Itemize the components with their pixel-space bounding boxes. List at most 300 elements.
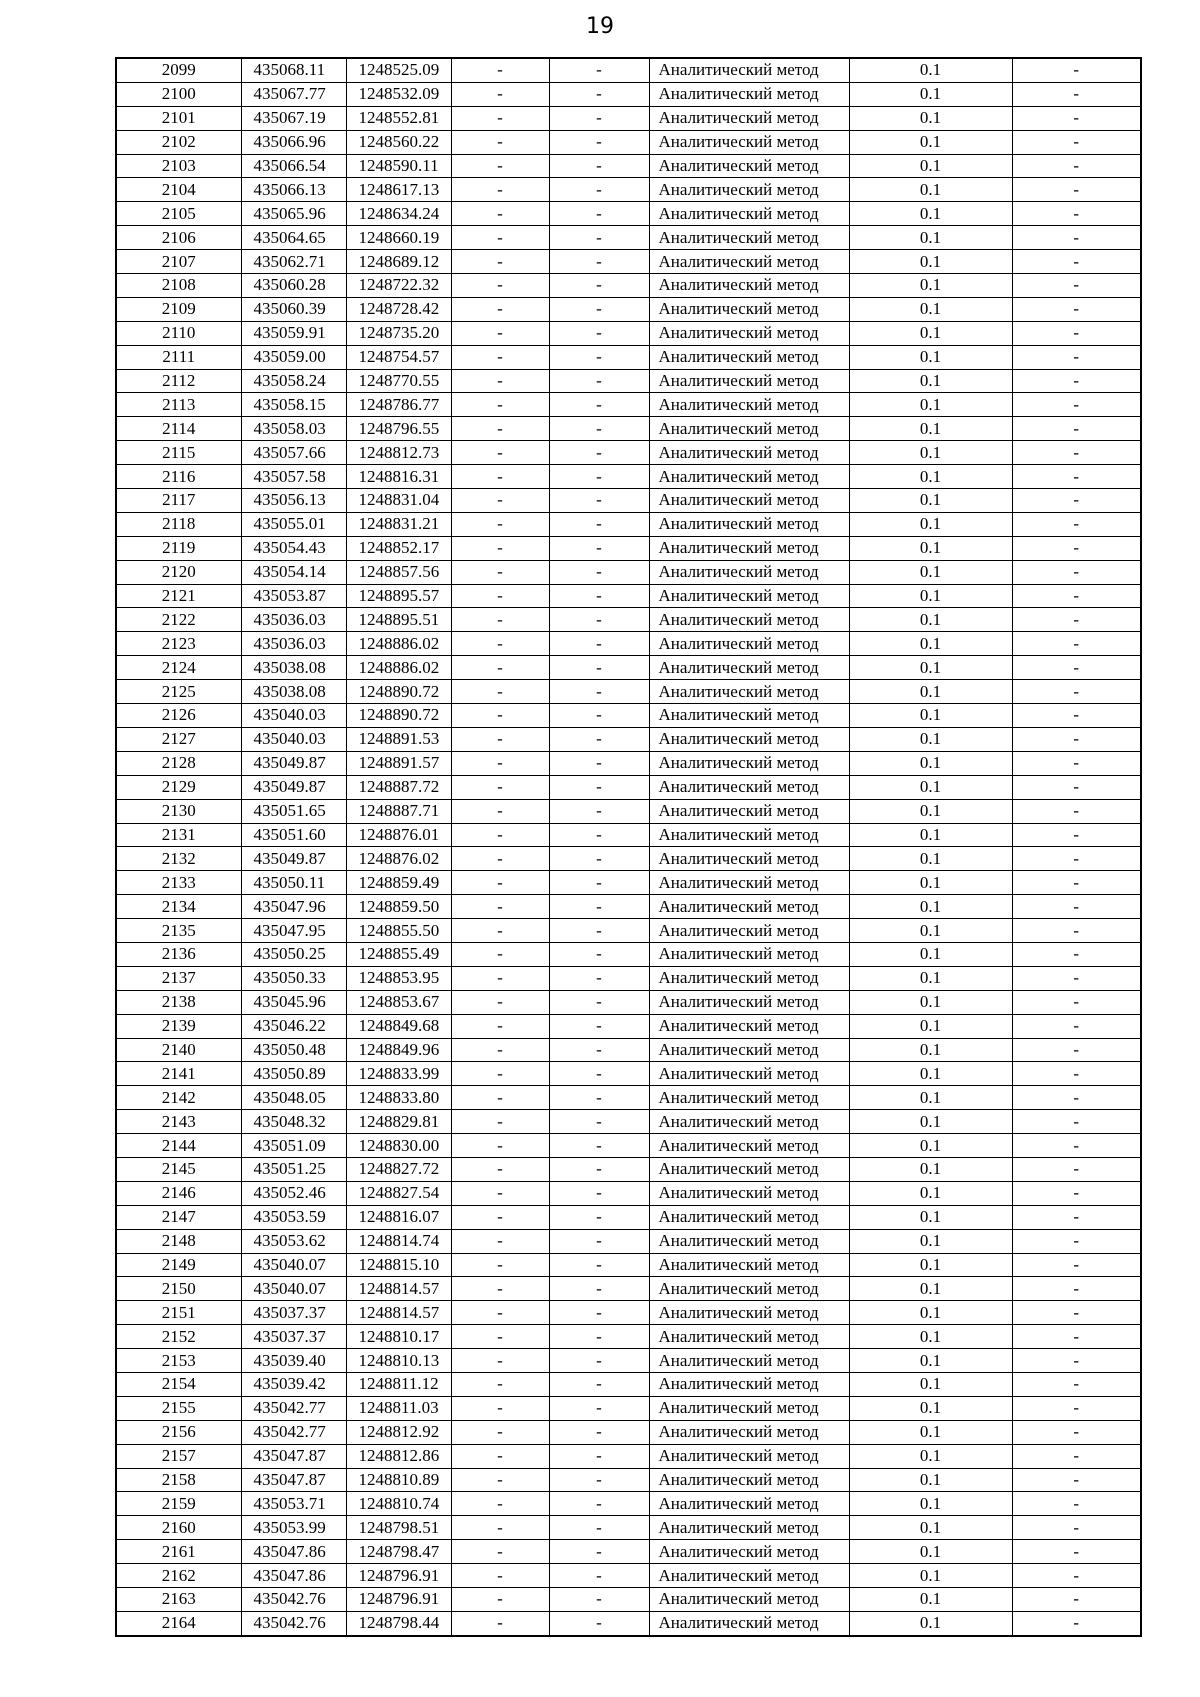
x-coordinate-cell: 435048.32 [241, 1110, 346, 1134]
x-coordinate-cell: 435053.71 [241, 1492, 346, 1516]
point-number-cell: 2108 [116, 274, 241, 298]
x-coordinate-cell: 435047.86 [241, 1540, 346, 1564]
method-cell: Аналитический метод [649, 656, 849, 680]
accuracy-cell: 0.1 [849, 1468, 1012, 1492]
col4-cell: - [451, 1588, 549, 1612]
col4-cell: - [451, 680, 549, 704]
y-coordinate-cell: 1248728.42 [346, 297, 451, 321]
y-coordinate-cell: 1248876.02 [346, 847, 451, 871]
x-coordinate-cell: 435059.00 [241, 345, 346, 369]
table-row [116, 799, 1141, 823]
col5-cell: - [549, 1301, 649, 1325]
point-number-cell: 2118 [116, 512, 241, 536]
table-row [116, 1086, 1141, 1110]
accuracy-cell: 0.1 [849, 154, 1012, 178]
table-row [116, 704, 1141, 728]
table-row [116, 871, 1141, 895]
col4-cell: - [451, 465, 549, 489]
method-cell: Аналитический метод [649, 130, 849, 154]
method-cell: Аналитический метод [649, 1468, 849, 1492]
table-row [116, 560, 1141, 584]
accuracy-cell: 0.1 [849, 1062, 1012, 1086]
accuracy-cell: 0.1 [849, 966, 1012, 990]
table-row [116, 608, 1141, 632]
point-number-cell: 2109 [116, 297, 241, 321]
col4-cell: - [451, 632, 549, 656]
col4-cell: - [451, 1444, 549, 1468]
y-coordinate-cell: 1248722.32 [346, 274, 451, 298]
y-coordinate-cell: 1248887.72 [346, 775, 451, 799]
table-row [116, 441, 1141, 465]
col4-cell: - [451, 106, 549, 130]
point-number-cell: 2102 [116, 130, 241, 154]
col8-cell: - [1012, 536, 1141, 560]
point-number-cell: 2148 [116, 1229, 241, 1253]
point-number-cell: 2152 [116, 1325, 241, 1349]
method-cell: Аналитический метод [649, 1372, 849, 1396]
col4-cell: - [451, 919, 549, 943]
y-coordinate-cell: 1248830.00 [346, 1134, 451, 1158]
method-cell: Аналитический метод [649, 58, 849, 82]
point-number-cell: 2133 [116, 871, 241, 895]
table-row [116, 1516, 1141, 1540]
table-row [116, 1349, 1141, 1373]
method-cell: Аналитический метод [649, 727, 849, 751]
method-cell: Аналитический метод [649, 489, 849, 513]
table-body [116, 58, 1141, 1636]
accuracy-cell: 0.1 [849, 1038, 1012, 1062]
method-cell: Аналитический метод [649, 1564, 849, 1588]
method-cell: Аналитический метод [649, 536, 849, 560]
x-coordinate-cell: 435054.43 [241, 536, 346, 560]
col5-cell: - [549, 393, 649, 417]
col4-cell: - [451, 751, 549, 775]
point-number-cell: 2135 [116, 919, 241, 943]
accuracy-cell: 0.1 [849, 1325, 1012, 1349]
col5-cell: - [549, 608, 649, 632]
col8-cell: - [1012, 1564, 1141, 1588]
col8-cell: - [1012, 297, 1141, 321]
method-cell: Аналитический метод [649, 751, 849, 775]
col8-cell: - [1012, 1229, 1141, 1253]
table-row [116, 680, 1141, 704]
x-coordinate-cell: 435066.13 [241, 178, 346, 202]
col4-cell: - [451, 1611, 549, 1635]
accuracy-cell: 0.1 [849, 226, 1012, 250]
col5-cell: - [549, 441, 649, 465]
table-row [116, 895, 1141, 919]
col8-cell: - [1012, 775, 1141, 799]
accuracy-cell: 0.1 [849, 1372, 1012, 1396]
y-coordinate-cell: 1248634.24 [346, 202, 451, 226]
table-row [116, 1420, 1141, 1444]
table-row [116, 536, 1141, 560]
method-cell: Аналитический метод [649, 1420, 849, 1444]
point-number-cell: 2127 [116, 727, 241, 751]
x-coordinate-cell: 435062.71 [241, 250, 346, 274]
col5-cell: - [549, 1157, 649, 1181]
method-cell: Аналитический метод [649, 1205, 849, 1229]
col4-cell: - [451, 584, 549, 608]
accuracy-cell: 0.1 [849, 512, 1012, 536]
accuracy-cell: 0.1 [849, 751, 1012, 775]
table-row [116, 489, 1141, 513]
point-number-cell: 2140 [116, 1038, 241, 1062]
col4-cell: - [451, 1181, 549, 1205]
x-coordinate-cell: 435068.11 [241, 58, 346, 82]
col8-cell: - [1012, 990, 1141, 1014]
col5-cell: - [549, 321, 649, 345]
x-coordinate-cell: 435057.66 [241, 441, 346, 465]
col8-cell: - [1012, 441, 1141, 465]
y-coordinate-cell: 1248796.55 [346, 417, 451, 441]
col4-cell: - [451, 1492, 549, 1516]
col4-cell: - [451, 1564, 549, 1588]
table-row [116, 1229, 1141, 1253]
y-coordinate-cell: 1248814.57 [346, 1277, 451, 1301]
y-coordinate-cell: 1248735.20 [346, 321, 451, 345]
x-coordinate-cell: 435050.11 [241, 871, 346, 895]
col5-cell: - [549, 751, 649, 775]
x-coordinate-cell: 435050.89 [241, 1062, 346, 1086]
col4-cell: - [451, 250, 549, 274]
col5-cell: - [549, 106, 649, 130]
x-coordinate-cell: 435066.54 [241, 154, 346, 178]
table-row [116, 58, 1141, 82]
method-cell: Аналитический метод [649, 1444, 849, 1468]
col5-cell: - [549, 799, 649, 823]
col4-cell: - [451, 202, 549, 226]
method-cell: Аналитический метод [649, 1277, 849, 1301]
point-number-cell: 2111 [116, 345, 241, 369]
accuracy-cell: 0.1 [849, 584, 1012, 608]
table-row [116, 584, 1141, 608]
y-coordinate-cell: 1248886.02 [346, 632, 451, 656]
method-cell: Аналитический метод [649, 154, 849, 178]
point-number-cell: 2161 [116, 1540, 241, 1564]
point-number-cell: 2157 [116, 1444, 241, 1468]
y-coordinate-cell: 1248849.68 [346, 1014, 451, 1038]
method-cell: Аналитический метод [649, 441, 849, 465]
accuracy-cell: 0.1 [849, 417, 1012, 441]
point-number-cell: 2121 [116, 584, 241, 608]
x-coordinate-cell: 435052.46 [241, 1181, 346, 1205]
method-cell: Аналитический метод [649, 1540, 849, 1564]
method-cell: Аналитический метод [649, 250, 849, 274]
point-number-cell: 2100 [116, 82, 241, 106]
method-cell: Аналитический метод [649, 1301, 849, 1325]
col5-cell: - [549, 1468, 649, 1492]
x-coordinate-cell: 435045.96 [241, 990, 346, 1014]
col5-cell: - [549, 895, 649, 919]
col5-cell: - [549, 512, 649, 536]
point-number-cell: 2139 [116, 1014, 241, 1038]
point-number-cell: 2123 [116, 632, 241, 656]
method-cell: Аналитический метод [649, 1038, 849, 1062]
y-coordinate-cell: 1248827.54 [346, 1181, 451, 1205]
col8-cell: - [1012, 1396, 1141, 1420]
y-coordinate-cell: 1248552.81 [346, 106, 451, 130]
y-coordinate-cell: 1248853.67 [346, 990, 451, 1014]
col5-cell: - [549, 536, 649, 560]
col8-cell: - [1012, 106, 1141, 130]
point-number-cell: 2130 [116, 799, 241, 823]
col4-cell: - [451, 1110, 549, 1134]
col8-cell: - [1012, 727, 1141, 751]
method-cell: Аналитический метод [649, 1396, 849, 1420]
accuracy-cell: 0.1 [849, 608, 1012, 632]
col8-cell: - [1012, 847, 1141, 871]
method-cell: Аналитический метод [649, 990, 849, 1014]
accuracy-cell: 0.1 [849, 1540, 1012, 1564]
accuracy-cell: 0.1 [849, 58, 1012, 82]
col5-cell: - [549, 1444, 649, 1468]
accuracy-cell: 0.1 [849, 1253, 1012, 1277]
col4-cell: - [451, 512, 549, 536]
table-row [116, 942, 1141, 966]
table-row [116, 369, 1141, 393]
method-cell: Аналитический метод [649, 895, 849, 919]
point-number-cell: 2149 [116, 1253, 241, 1277]
accuracy-cell: 0.1 [849, 919, 1012, 943]
table-row [116, 823, 1141, 847]
table-row [116, 1157, 1141, 1181]
method-cell: Аналитический метод [649, 417, 849, 441]
accuracy-cell: 0.1 [849, 632, 1012, 656]
point-number-cell: 2162 [116, 1564, 241, 1588]
method-cell: Аналитический метод [649, 704, 849, 728]
x-coordinate-cell: 435040.03 [241, 704, 346, 728]
x-coordinate-cell: 435051.65 [241, 799, 346, 823]
col4-cell: - [451, 1229, 549, 1253]
col8-cell: - [1012, 1349, 1141, 1373]
accuracy-cell: 0.1 [849, 942, 1012, 966]
accuracy-cell: 0.1 [849, 704, 1012, 728]
col5-cell: - [549, 727, 649, 751]
col8-cell: - [1012, 1014, 1141, 1038]
x-coordinate-cell: 435060.39 [241, 297, 346, 321]
col5-cell: - [549, 1611, 649, 1635]
col8-cell: - [1012, 1062, 1141, 1086]
y-coordinate-cell: 1248886.02 [346, 656, 451, 680]
accuracy-cell: 0.1 [849, 680, 1012, 704]
table-row [116, 1468, 1141, 1492]
method-cell: Аналитический метод [649, 82, 849, 106]
accuracy-cell: 0.1 [849, 1110, 1012, 1134]
method-cell: Аналитический метод [649, 919, 849, 943]
y-coordinate-cell: 1248812.92 [346, 1420, 451, 1444]
point-number-cell: 2105 [116, 202, 241, 226]
col8-cell: - [1012, 369, 1141, 393]
col5-cell: - [549, 58, 649, 82]
col5-cell: - [549, 775, 649, 799]
y-coordinate-cell: 1248829.81 [346, 1110, 451, 1134]
accuracy-cell: 0.1 [849, 1205, 1012, 1229]
table-row [116, 751, 1141, 775]
col5-cell: - [549, 154, 649, 178]
col5-cell: - [549, 345, 649, 369]
y-coordinate-cell: 1248895.57 [346, 584, 451, 608]
method-cell: Аналитический метод [649, 942, 849, 966]
x-coordinate-cell: 435036.03 [241, 608, 346, 632]
point-number-cell: 2143 [116, 1110, 241, 1134]
method-cell: Аналитический метод [649, 1325, 849, 1349]
col5-cell: - [549, 1229, 649, 1253]
y-coordinate-cell: 1248810.74 [346, 1492, 451, 1516]
accuracy-cell: 0.1 [849, 1229, 1012, 1253]
col4-cell: - [451, 1134, 549, 1158]
col5-cell: - [549, 1349, 649, 1373]
table-row [116, 1588, 1141, 1612]
table-row [116, 106, 1141, 130]
y-coordinate-cell: 1248754.57 [346, 345, 451, 369]
col5-cell: - [549, 369, 649, 393]
point-number-cell: 2159 [116, 1492, 241, 1516]
x-coordinate-cell: 435051.09 [241, 1134, 346, 1158]
method-cell: Аналитический метод [649, 1062, 849, 1086]
col8-cell: - [1012, 82, 1141, 106]
col5-cell: - [549, 1134, 649, 1158]
table-row [116, 1181, 1141, 1205]
x-coordinate-cell: 435066.96 [241, 130, 346, 154]
x-coordinate-cell: 435046.22 [241, 1014, 346, 1038]
col5-cell: - [549, 560, 649, 584]
col4-cell: - [451, 536, 549, 560]
y-coordinate-cell: 1248887.71 [346, 799, 451, 823]
table-row [116, 1301, 1141, 1325]
y-coordinate-cell: 1248796.91 [346, 1588, 451, 1612]
col5-cell: - [549, 178, 649, 202]
col5-cell: - [549, 1014, 649, 1038]
col5-cell: - [549, 1516, 649, 1540]
method-cell: Аналитический метод [649, 1086, 849, 1110]
point-number-cell: 2136 [116, 942, 241, 966]
col4-cell: - [451, 871, 549, 895]
point-number-cell: 2147 [116, 1205, 241, 1229]
table-row [116, 82, 1141, 106]
accuracy-cell: 0.1 [849, 274, 1012, 298]
table-row [116, 130, 1141, 154]
col4-cell: - [451, 297, 549, 321]
col8-cell: - [1012, 393, 1141, 417]
point-number-cell: 2117 [116, 489, 241, 513]
col8-cell: - [1012, 226, 1141, 250]
table-row [116, 321, 1141, 345]
x-coordinate-cell: 435064.65 [241, 226, 346, 250]
x-coordinate-cell: 435049.87 [241, 775, 346, 799]
y-coordinate-cell: 1248798.44 [346, 1611, 451, 1635]
col8-cell: - [1012, 560, 1141, 584]
y-coordinate-cell: 1248852.17 [346, 536, 451, 560]
point-number-cell: 2124 [116, 656, 241, 680]
y-coordinate-cell: 1248827.72 [346, 1157, 451, 1181]
col4-cell: - [451, 1253, 549, 1277]
point-number-cell: 2115 [116, 441, 241, 465]
accuracy-cell: 0.1 [849, 1588, 1012, 1612]
col8-cell: - [1012, 1444, 1141, 1468]
col5-cell: - [549, 250, 649, 274]
x-coordinate-cell: 435050.48 [241, 1038, 346, 1062]
method-cell: Аналитический метод [649, 1014, 849, 1038]
col4-cell: - [451, 1420, 549, 1444]
x-coordinate-cell: 435040.07 [241, 1253, 346, 1277]
method-cell: Аналитический метод [649, 608, 849, 632]
col5-cell: - [549, 847, 649, 871]
y-coordinate-cell: 1248859.50 [346, 895, 451, 919]
x-coordinate-cell: 435047.95 [241, 919, 346, 943]
point-number-cell: 2150 [116, 1277, 241, 1301]
col5-cell: - [549, 966, 649, 990]
col5-cell: - [549, 417, 649, 441]
accuracy-cell: 0.1 [849, 465, 1012, 489]
x-coordinate-cell: 435057.58 [241, 465, 346, 489]
col5-cell: - [549, 274, 649, 298]
col8-cell: - [1012, 417, 1141, 441]
method-cell: Аналитический метод [649, 680, 849, 704]
accuracy-cell: 0.1 [849, 345, 1012, 369]
x-coordinate-cell: 435047.96 [241, 895, 346, 919]
y-coordinate-cell: 1248815.10 [346, 1253, 451, 1277]
col4-cell: - [451, 1349, 549, 1373]
col5-cell: - [549, 465, 649, 489]
point-number-cell: 2154 [116, 1372, 241, 1396]
col4-cell: - [451, 1205, 549, 1229]
col8-cell: - [1012, 1588, 1141, 1612]
accuracy-cell: 0.1 [849, 560, 1012, 584]
col4-cell: - [451, 489, 549, 513]
method-cell: Аналитический метод [649, 465, 849, 489]
accuracy-cell: 0.1 [849, 178, 1012, 202]
method-cell: Аналитический метод [649, 847, 849, 871]
accuracy-cell: 0.1 [849, 823, 1012, 847]
accuracy-cell: 0.1 [849, 1396, 1012, 1420]
table-row [116, 990, 1141, 1014]
x-coordinate-cell: 435058.15 [241, 393, 346, 417]
col4-cell: - [451, 226, 549, 250]
accuracy-cell: 0.1 [849, 1516, 1012, 1540]
table-row [116, 1444, 1141, 1468]
y-coordinate-cell: 1248811.03 [346, 1396, 451, 1420]
y-coordinate-cell: 1248816.07 [346, 1205, 451, 1229]
accuracy-cell: 0.1 [849, 895, 1012, 919]
x-coordinate-cell: 435051.25 [241, 1157, 346, 1181]
accuracy-cell: 0.1 [849, 1444, 1012, 1468]
accuracy-cell: 0.1 [849, 727, 1012, 751]
accuracy-cell: 0.1 [849, 799, 1012, 823]
col4-cell: - [451, 82, 549, 106]
col5-cell: - [549, 823, 649, 847]
point-number-cell: 2125 [116, 680, 241, 704]
point-number-cell: 2122 [116, 608, 241, 632]
page-number: 19 [586, 14, 614, 39]
col8-cell: - [1012, 154, 1141, 178]
x-coordinate-cell: 435039.42 [241, 1372, 346, 1396]
method-cell: Аналитический метод [649, 297, 849, 321]
point-number-cell: 2137 [116, 966, 241, 990]
accuracy-cell: 0.1 [849, 775, 1012, 799]
method-cell: Аналитический метод [649, 1349, 849, 1373]
col8-cell: - [1012, 751, 1141, 775]
point-number-cell: 2151 [116, 1301, 241, 1325]
col4-cell: - [451, 704, 549, 728]
col4-cell: - [451, 130, 549, 154]
method-cell: Аналитический метод [649, 1253, 849, 1277]
col4-cell: - [451, 656, 549, 680]
x-coordinate-cell: 435060.28 [241, 274, 346, 298]
x-coordinate-cell: 435049.87 [241, 751, 346, 775]
y-coordinate-cell: 1248786.77 [346, 393, 451, 417]
method-cell: Аналитический метод [649, 202, 849, 226]
